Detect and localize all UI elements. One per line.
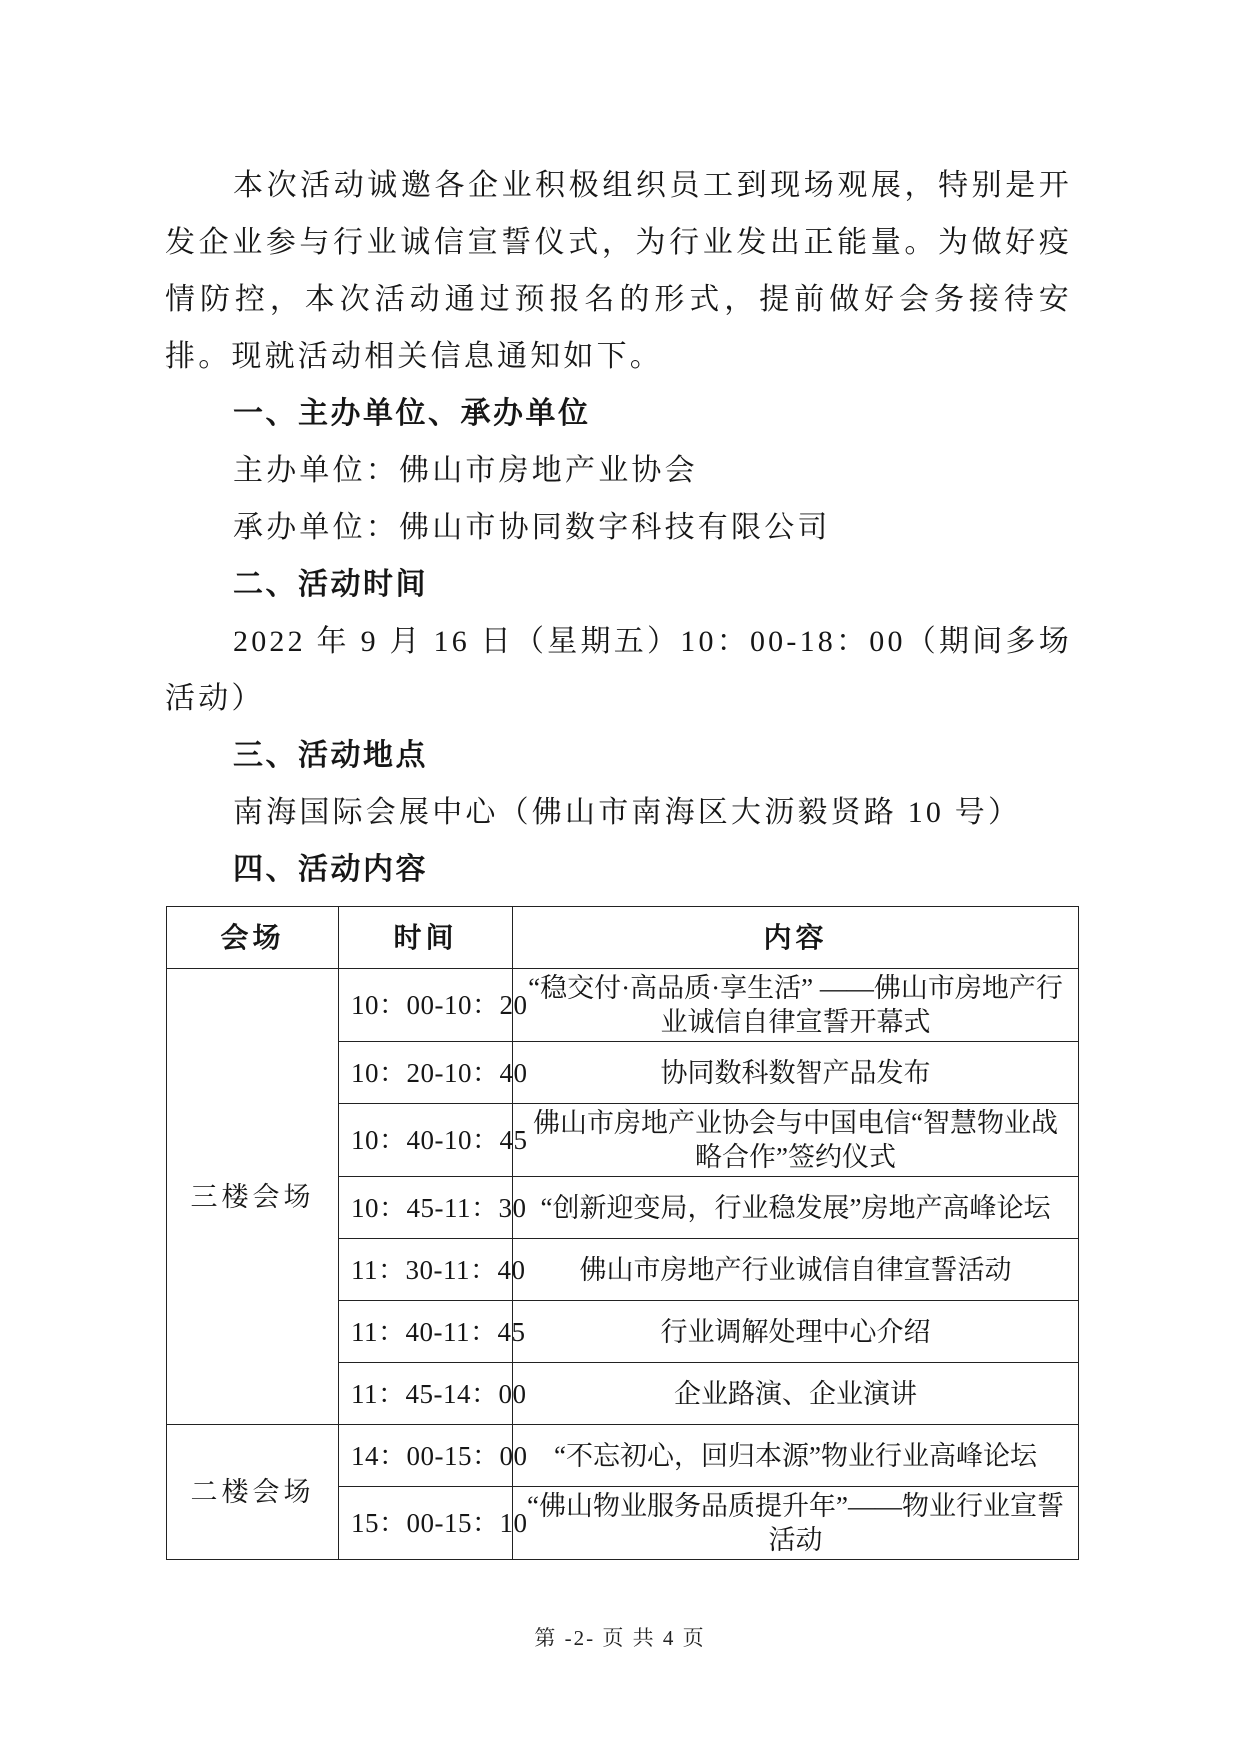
content-cell: 行业调解处理中心介绍: [513, 1301, 1079, 1363]
intro-paragraph: 本次活动诚邀各企业积极组织员工到现场观展，特别是开发企业参与行业诚信宣誓仪式，为行业发出正能量。为做好疫情防控，本次活动通过预报名的形式，提前做好会务接待安排。现就活动相关信息通知如下。: [165, 169, 1072, 373]
header-content: 内容: [513, 907, 1079, 969]
section-2-heading: 二、活动时间: [233, 568, 428, 601]
content-cell: 企业路演、企业演讲: [513, 1363, 1079, 1425]
event-time-line: 2022 年 9 月 16 日（星期五）10：00-18：00（期间多场活动）: [165, 625, 1072, 715]
header-venue: 会场: [167, 907, 339, 969]
time-cell: 11：40-11：45: [339, 1301, 513, 1363]
header-time: 时间: [339, 907, 513, 969]
section-1-heading: 一、主办单位、承办单位: [233, 397, 591, 430]
content-cell: 协同数科数智产品发布: [513, 1042, 1079, 1104]
time-cell: 10：20-10：40: [339, 1042, 513, 1104]
time-cell: 11：30-11：40: [339, 1239, 513, 1301]
content-cell: “不忘初心，回归本源”物业行业高峰论坛: [513, 1425, 1079, 1487]
time-cell: 10：45-11：30: [339, 1177, 513, 1239]
venue-cell-floor2: 二楼会场: [167, 1425, 339, 1560]
time-cell: 10：00-10：20: [339, 969, 513, 1042]
content-cell: “佛山物业服务品质提升年”——物业行业宣誓活动: [513, 1487, 1079, 1560]
host-unit-line: 主办单位：佛山市房地产业协会: [233, 454, 698, 487]
content-cell: 佛山市房地产行业诚信自律宣誓活动: [513, 1239, 1079, 1301]
time-cell: 14：00-15：00: [339, 1425, 513, 1487]
content-cell: 佛山市房地产业协会与中国电信“智慧物业战略合作”签约仪式: [513, 1104, 1079, 1177]
content-cell: “稳交付·高品质·享生活” ——佛山市房地产行业诚信自律宣誓开幕式: [513, 969, 1079, 1042]
time-cell: 10：40-10：45: [339, 1104, 513, 1177]
document-content: [165, 157, 1072, 1560]
schedule-table: [166, 906, 1079, 1560]
content-cell: “创新迎变局，行业稳发展”房地产高峰论坛: [513, 1177, 1079, 1239]
section-3-heading: 三、活动地点: [233, 739, 428, 772]
time-cell: 15：00-15：10: [339, 1487, 513, 1560]
page-footer: 第 -2- 页 共 4 页: [534, 1626, 706, 1650]
event-location-line: 南海国际会展中心（佛山市南海区大沥毅贤路 10 号）: [233, 796, 1022, 829]
time-cell: 11：45-14：00: [339, 1363, 513, 1425]
venue-cell-floor3: 三楼会场: [167, 969, 339, 1425]
table-row: [167, 969, 1079, 1042]
organizer-unit-line: 承办单位：佛山市协同数字科技有限公司: [233, 511, 831, 544]
section-4-heading: 四、活动内容: [233, 853, 428, 886]
table-header-row: [167, 907, 1079, 969]
table-row: [167, 1425, 1079, 1487]
